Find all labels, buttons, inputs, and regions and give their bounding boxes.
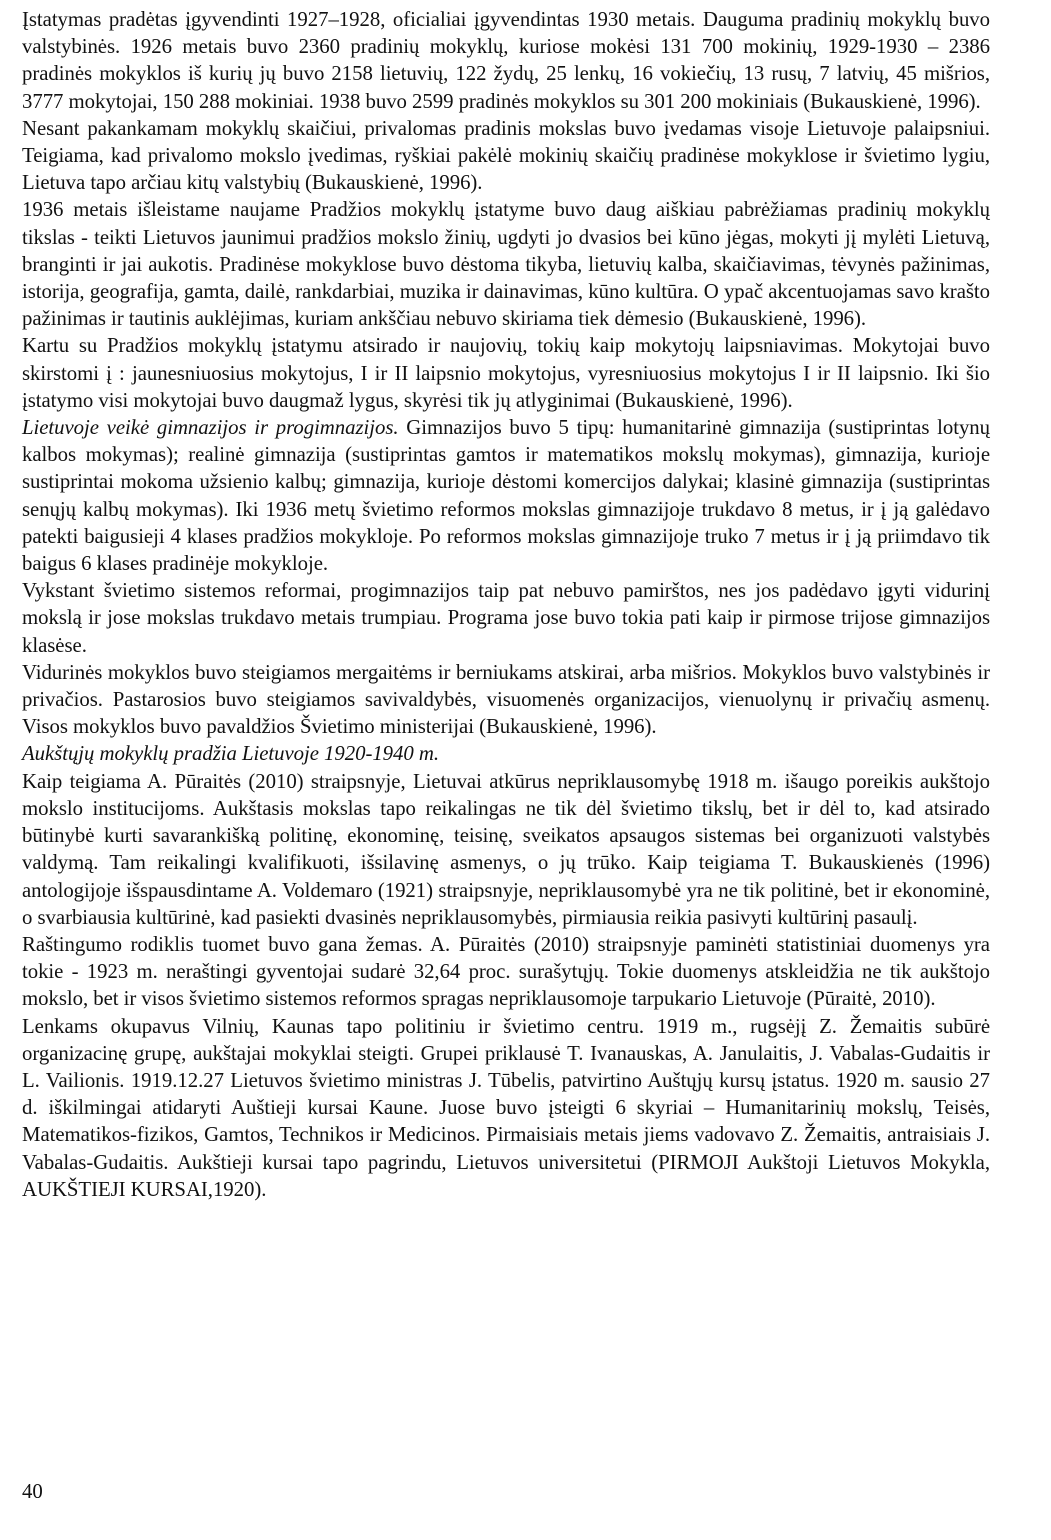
page-number: 40 <box>22 1480 43 1503</box>
section-heading: Aukštųjų mokyklų pradžia Lietuvoje 1920-1940 m. <box>22 742 439 766</box>
paragraph-10: Lenkams okupavus Vilnių, Kaunas tapo politiniu ir švietimo centru. 1919 m., rugsėjį Z. Žemaitis subūrė organizacinę grupę, aukštajai mokyklai steigti. Grupei priklausė T. Ivanauskas, A. Janulaitis, J. Vabalas-Gudaitis ir L. Vailionis. 1919.12.27 Lietuvos švietimo ministras J. Tūbelis, patvirtino Auštųjų kursų įstatus. 1920 m. sausio 27 d. iškilmingai atidaryti Auštieji kursai Kaune. Juose buvo įsteigti 6 skyriai – Humanitarinių mokslų, Teisės, Matematikos-fizikos, Gamtos, Technikos ir Medicinos. Pirmaisiais metais jiems vadovavo Z. Žemaitis, antraisiais J. Vabalas-Gudaitis. Aukštieji kursai tapo pagrindu, Lietuvos universitetui (PIRMOJI Aukštoji Lietuvos Mokykla, AUKŠTIEJI KURSAI,1920). <box>22 1014 990 1201</box>
paragraph-3: 1936 metais išleistame naujame Pradžios mokyklų įstatyme buvo daug aiškiau pabrėžiamas pradinių mokyklų tikslas - teikti Lietuvos jaunimui pradžios mokslo žinių, ugdyti jo dvasios bei kūno jėgas, mokyti jį mylėti Lietuvą, branginti ir jai aukotis. Pradinėse mokyklose buvo dėstoma tikyba, lietuvių kalba, skaičiavimas, tėvynės pažinimas, istorija, geografija, gamta, dailė, rankdarbiai, muzika ir dainavimas, kūno kultūra. O ypač akcentuojamas savo krašto pažinimas ir tautinis auklėjimas, kuriam ankščiau nebuvo skiriama tiek dėmesio (Bukauskienė, 1996). <box>22 198 990 331</box>
paragraph-7: Vidurinės mokyklos buvo steigiamos mergaitėms ir berniukams atskirai, arba mišrios. Mokyklos buvo valstybinės ir privačios. Pastarosios buvo steigiamos savivaldybės, visuomenės organizacijos, vienuolynų ir privačių asmenų. Visos mokyklos buvo pavaldžios Švietimo ministerijai (Bukauskienė, 1996). <box>22 660 990 739</box>
paragraph-2: Nesant pakankamam mokyklų skaičiui, privalomas pradinis mokslas buvo įvedamas visoje Lietuvoje palaipsniui. Teigiama, kad privalomo mokslo įvedimas, ryškiai pakėlė mokinių skaičių pradinėse mokyklose ir švietimo lygiu, Lietuva tapo arčiau kitų valstybių (Bukauskienė, 1996). <box>22 116 990 195</box>
paragraph-5-text: Gimnazijos buvo 5 tipų: humanitarinė gimnazija (sustiprintas lotynų kalbos mokymas); realinė gimnazija (sustiprintas gamtos ir matematikos mokslų mokymas), gimnazija, kurioje sustiprintai mokoma užsienio kalbų; gimnazija, kurioje dėstomi komercijos dalykai; klasinė gimnazija (sustiprintas senųjų kalbų mokymas). Iki 1936 metų švietimo reformos mokslas gimnazijoje trukdavo 8 metus, ir į ją galėdavo patekti baigusieji 4 klases pradžios mokykloje. Po reformos mokslas gimnazijoje truko 7 metus ir į ją priimdavo tik baigus 6 klases pradinėje mokykloje. <box>22 416 990 576</box>
paragraph-1: Įstatymas pradėtas įgyvendinti 1927–1928, oficialiai įgyvendintas 1930 metais. Dauguma pradinių mokyklų buvo valstybinės. 1926 metais buvo 2360 pradinių mokyklų, kuriose mokėsi 131 700 mokinių, 1929-1930 – 2386 pradinės mokyklos iš kurių jų buvo 2158 lietuvių, 122 žydų, 25 lenkų, 16 vokiečių, 13 rusų, 7 latvių, 45 mišrios, 3777 mokytojai, 150 288 mokiniai. 1938 buvo 2599 pradinės mokyklos su 301 200 mokiniais (Bukauskienė, 1996). <box>22 8 990 113</box>
paragraph-6: Vykstant švietimo sistemos reformai, progimnazijos taip pat nebuvo pamirštos, nes jos padėdavo įgyti vidurinį mokslą ir jose mokslas trukdavo metais trumpiau. Programa jose buvo tokia pati kaip ir pirmose trijose gimnazijos klasėse. <box>22 579 990 657</box>
paragraph-5-lead: Lietuvoje veikė gimnazijos ir progimnazijos. <box>22 416 399 440</box>
paragraph-5 <box>22 414 990 577</box>
paragraph-8: Kaip teigiama A. Pūraitės (2010) straipsnyje, Lietuvai atkūrus nepriklausomybę 1918 m. išaugo poreikis aukštojo mokslo institucijoms. Aukštasis mokslas tapo reikalingas ne tik dėl švietimo tikslų, bet ir dėl to, kad atsirado būtinybė kurti savarankišką politinę, ekonominę, teisinę, sveikatos apsaugos sistemas bei organizuoti valstybės valdymą. Tam reikalingi kvalifikuoti, išsilavinę asmenys, o jų trūko. Kaip teigiama T. Bukauskienės (1996) antologijoje išspausdintame A. Voldemaro (1921) straipsnyje, nepriklausomybė yra ne tik politinė, bet ir ekonominė, o svarbiausia kultūrinė, kad pasiekti dvasinės nepriklausomybės, pirmiausia reikia pasivyti kultūrinį pasaulį. <box>22 769 990 929</box>
paragraph-4: Kartu su Pradžios mokyklų įstatymu atsirado ir naujovių, tokių kaip mokytojų laipsniavimas. Mokytojai buvo skirstomi į : jaunesniuosius mokytojus, I ir II laipsnio mokytojus, vyresniuosius mokytojus I ir II laipsnio. Iki šio įstatymo visi mokytojai buvo daugmaž lygus, skyrėsi tik jų atlyginimai (Bukauskienė, 1996). <box>22 334 990 412</box>
paragraph-9: Raštingumo rodiklis tuomet buvo gana žemas. A. Pūraitės (2010) straipsnyje paminėti statistiniai duomenys yra tokie - 1923 m. neraštingi gyventojai sudarė 32,64 proc. surašytųjų. Tokie duomenys atskleidžia ne tik aukštojo mokslo, bet ir visos švietimo sistemos reformos spragas nepriklausomoje tarpukario Lietuvoje (Pūraitė, 2010). <box>22 932 990 1011</box>
document-body <box>22 6 990 1203</box>
